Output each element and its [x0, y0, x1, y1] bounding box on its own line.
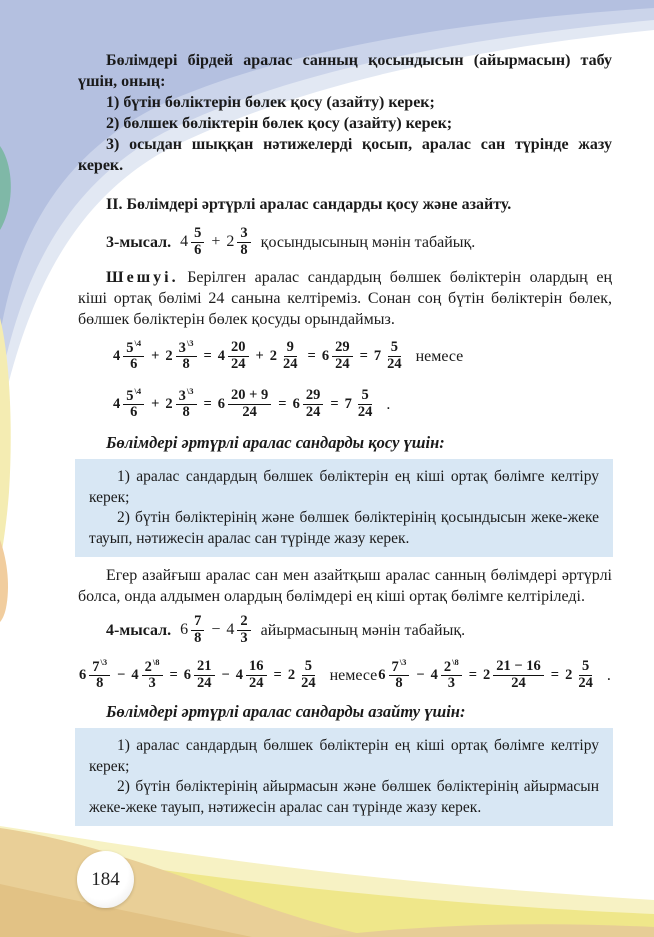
fraction: $\frac{7^{\backslash 3}}{8}$	[89, 658, 110, 693]
math-operator: −	[117, 666, 126, 683]
fraction: $\frac{5}{24}$	[301, 657, 316, 691]
subtraction-rule-item-1: 1) аралас сандардың бөлшек бөліктерін ең кіші ортақ бөлімге келтіру керек;	[89, 737, 599, 775]
fraction: $\frac{9}{24}$	[283, 338, 298, 372]
addition-rule-box	[75, 459, 613, 557]
example3-row	[106, 221, 612, 263]
math-integer: 6	[292, 395, 300, 412]
math-text: немесе	[415, 347, 464, 365]
math-integer: 2	[226, 232, 235, 250]
fraction: $\frac{7^{\backslash 3}}{8}$	[389, 658, 410, 693]
math-operator: =	[169, 666, 178, 683]
math-integer: 4	[217, 347, 226, 364]
math-integer: 7	[344, 395, 352, 412]
example4-row	[106, 609, 612, 651]
math-integer: 4	[113, 395, 121, 412]
solution-text: Берілген аралас сандардың бөлшек бөліктерін олардың ең кіші ортақ бөлімі 24 санына келтіреміз. Сонан соң бүтін бөліктерін бөлек, бөлшек бөліктерін бөлек қосуды орындаймыз.	[78, 269, 612, 328]
math-integer: 2	[269, 347, 278, 364]
extra-multiplier: \3	[100, 656, 108, 667]
math-operator: −	[416, 666, 425, 683]
math-integer: 2	[565, 666, 573, 683]
fraction: $\frac{16}{24}$	[246, 659, 267, 692]
intro-item-3: 3) осыдан шыққан нәтижелерді қосып, аралас сан түрінде жазу керек.	[78, 136, 612, 174]
equation-line-3	[78, 653, 612, 697]
fraction: $\frac{5^{\backslash 4}}{6}$	[123, 339, 144, 374]
extra-multiplier: \3	[399, 656, 407, 667]
solution-paragraph	[78, 267, 612, 330]
fraction: $\frac{5}{24}$	[357, 386, 373, 420]
math-operator: −	[221, 666, 230, 683]
math-integer: 2	[165, 347, 173, 364]
fraction: $\frac{2^{\backslash 8}}{3}$	[142, 658, 163, 693]
math-operator: =	[307, 347, 316, 364]
fraction: $\frac{20 + 9}{24}$	[228, 388, 271, 421]
page-number-badge	[77, 851, 134, 908]
fraction: $\frac{29}{24}$	[332, 340, 353, 373]
math-operator: +	[151, 395, 160, 412]
extra-multiplier: \4	[134, 385, 142, 396]
fraction: $\frac{5}{6}$	[191, 226, 204, 259]
intro-item-1: 1) бүтін бөліктерін бөлек қосу (азайту) керек;	[106, 94, 435, 111]
math-operator: =	[278, 395, 287, 412]
math-operator: +	[211, 232, 221, 250]
fraction: $\frac{2^{\backslash 8}}{3}$	[441, 658, 462, 693]
fraction: $\frac{2}{3}$	[237, 614, 250, 647]
math-integer: 7	[373, 347, 382, 364]
math-text: .	[386, 395, 391, 413]
math-operator: +	[255, 347, 264, 364]
extra-multiplier: \4	[134, 337, 142, 348]
fraction: $\frac{7}{8}$	[191, 614, 204, 647]
math-integer: 4	[430, 666, 438, 683]
math-integer: 6	[183, 666, 192, 683]
math-integer: 6	[180, 620, 189, 638]
math-integer: 4	[113, 347, 121, 364]
extra-multiplier: \3	[186, 385, 194, 396]
fraction: $\frac{5}{24}$	[387, 338, 402, 372]
example3-label: 3-мысал.	[106, 233, 172, 251]
fraction: $\frac{21 - 16}{24}$	[493, 659, 544, 692]
fraction: $\frac{5^{\backslash 4}}{6}$	[123, 387, 144, 422]
math-integer: 2	[165, 395, 173, 412]
math-operator: =	[203, 347, 212, 364]
addition-rule-item-2: 2) бүтін бөліктерінің және бөлшек бөліктерінің қосындысын жеке-жеке тауып, нәтижесін аралас сан түрінде жазу керек.	[89, 509, 599, 547]
example3-tail: қосындысының мәнін табайық.	[260, 233, 476, 251]
example3-expression	[179, 226, 253, 259]
equation-line-2	[112, 382, 612, 426]
page-number: 184	[91, 868, 120, 890]
math-integer: 6	[79, 666, 87, 683]
example4-label: 4-мысал.	[106, 621, 172, 639]
fraction: $\frac{21}{24}$	[194, 659, 215, 692]
math-operator: =	[330, 395, 339, 412]
math-integer: 4	[235, 666, 244, 683]
extra-multiplier: \8	[452, 656, 459, 667]
math-integer: 4	[131, 666, 139, 683]
math-operator: −	[211, 620, 221, 638]
math-text: немесе	[329, 666, 378, 684]
fraction: $\frac{29}{24}$	[303, 388, 324, 421]
solution-label: Шешуі.	[106, 269, 179, 286]
fraction: $\frac{3^{\backslash 3}}{8}$	[176, 387, 197, 422]
example4-expression	[179, 614, 253, 647]
math-integer: 6	[378, 666, 386, 683]
extra-multiplier: \3	[186, 337, 194, 348]
example4-tail: айырмасының мәнін табайық.	[260, 621, 466, 639]
math-integer: 2	[287, 666, 296, 683]
extra-multiplier: \8	[152, 656, 160, 667]
fraction: $\frac{20}{24}$	[228, 340, 249, 373]
math-integer: 6	[321, 347, 330, 364]
subtraction-rule-box	[75, 728, 613, 826]
math-integer: 2	[483, 666, 491, 683]
fraction: $\frac{3^{\backslash 3}}{8}$	[176, 339, 197, 374]
math-operator: =	[203, 395, 212, 412]
intro-item-2: 2) бөлшек бөліктерін бөлек қосу (азайту) керек;	[106, 115, 453, 132]
math-operator: =	[468, 666, 478, 683]
math-operator: +	[151, 347, 160, 364]
math-operator: =	[359, 347, 368, 364]
section-heading: II. Бөлімдері әртүрлі аралас сандарды қосу және азайту.	[106, 196, 512, 213]
math-integer: 4	[180, 232, 189, 250]
subtraction-intro: Егер азайғыш аралас сан мен азайтқыш аралас санның бөлімдері әртүрлі болса, онда алдымен олардың бөлімдері ең кіші ортақ бөлімге келтіріледі.	[78, 567, 612, 605]
math-operator: =	[550, 666, 560, 683]
equation-line-1	[112, 334, 612, 378]
intro-lead: Бөлімдері бірдей аралас санның қосындысын (айырмасын) табу үшін, оның:	[78, 52, 612, 90]
subtraction-rule-heading: Бөлімдері әртүрлі аралас сандарды азайту үшін:	[106, 702, 466, 721]
addition-rule-heading: Бөлімдері әртүрлі аралас сандарды қосу үшін:	[106, 433, 445, 452]
math-operator: =	[273, 666, 282, 683]
addition-rule-item-1: 1) аралас сандардың бөлшек бөліктерін ең кіші ортақ бөлімге келтіру керек;	[89, 468, 599, 506]
math-text: .	[606, 666, 611, 684]
fraction: $\frac{3}{8}$	[237, 226, 250, 259]
subtraction-rule-item-2: 2) бүтін бөліктерінің айырмасын және бөлшек бөліктерінің айырмасын жеке-жеке тауып, нәтижесін аралас сан түрінде жазу керек.	[89, 778, 599, 816]
math-integer: 4	[226, 620, 235, 638]
math-integer: 6	[217, 395, 226, 412]
fraction: $\frac{5}{24}$	[578, 657, 593, 691]
